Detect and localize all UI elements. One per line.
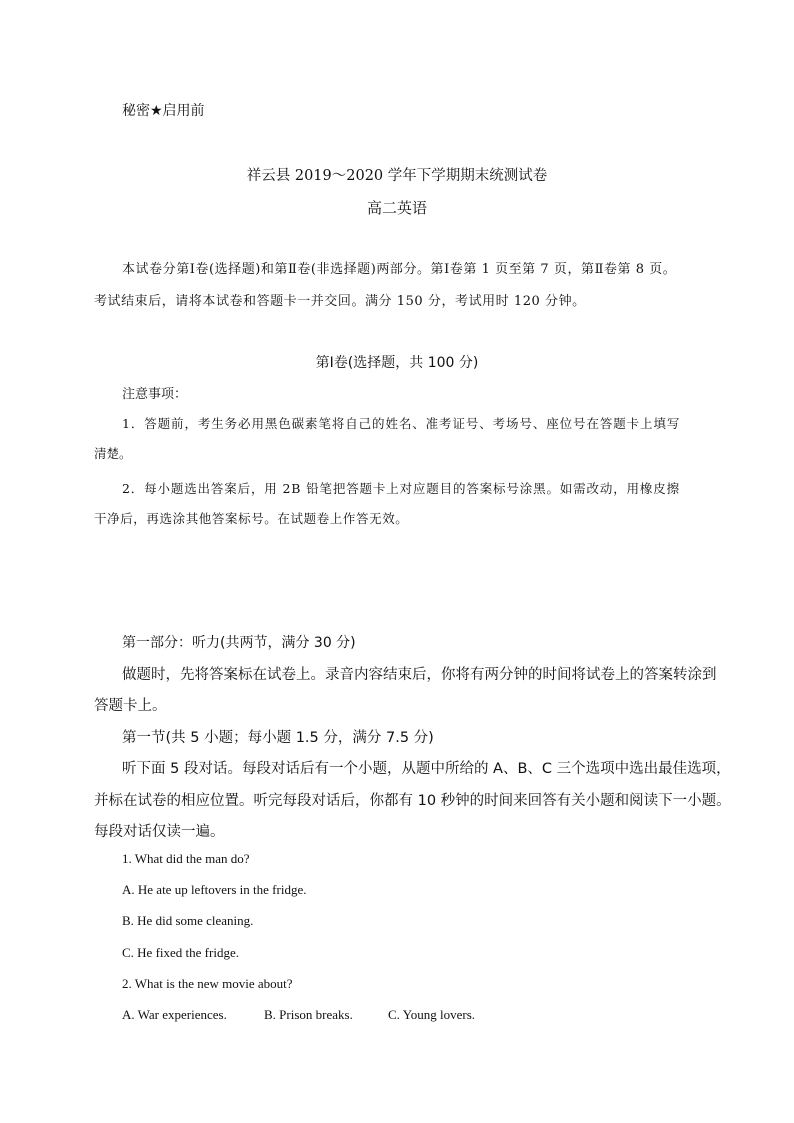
- intro-line-1: 本试卷分第Ⅰ卷(选择题)和第Ⅱ卷(非选择题)两部分。第Ⅰ卷第 1 页至第 7 页，第Ⅱ卷第 8 页。: [122, 262, 677, 277]
- notice-heading: 注意事项：: [122, 387, 188, 402]
- volume1-heading: 第Ⅰ卷(选择题，共 100 分): [315, 355, 479, 371]
- part1-heading: 第一部分：听力(共两节，满分 30 分): [122, 635, 356, 651]
- notice-1-line-1: 1．答题前，考生务必用黑色碳素笔将自己的姓名、准考证号、考场号、座位号在答题卡上填写: [122, 416, 681, 431]
- question-2-option-b: B. Prison breaks.: [264, 1007, 353, 1022]
- exam-title: 祥云县 2019～2020 学年下学期期末统测试卷: [246, 168, 548, 184]
- notice-1-line-2: 清楚。: [94, 446, 132, 461]
- part1-instruction-line-1: 做题时，先将答案标在试卷上。录音内容结束后，你将有两分钟的时间将试卷上的答案转涂到: [122, 667, 717, 683]
- question-1-option-c: C. He fixed the fridge.: [122, 945, 239, 960]
- confidential-label: 秘密★启用前: [122, 103, 205, 119]
- intro-line-2: 考试结束后，请将本试卷和答题卡一并交回。满分 150 分，考试用时 120 分钟。: [94, 294, 586, 309]
- question-1-stem: 1. What did the man do?: [122, 851, 250, 866]
- question-1-option-b: B. He did some cleaning.: [122, 913, 254, 928]
- exam-subtitle: 高二英语: [366, 199, 427, 217]
- section1-line-1: 听下面 5 段对话。每段对话后有一个小题，从题中所给的 A、B、C 三个选项中选出最佳选项，: [122, 761, 731, 777]
- section1-line-3: 每段对话仅读一遍。: [94, 824, 225, 840]
- notice-2-line-2: 干净后，再选涂其他答案标号。在试题卷上作答无效。: [94, 511, 409, 526]
- question-2-stem: 2. What is the new movie about?: [122, 976, 293, 991]
- question-1-option-a: A. He ate up leftovers in the fridge.: [122, 882, 307, 897]
- notice-2-line-1: 2．每小题选出答案后，用 2B 铅笔把答题卡上对应题目的答案标号涂黑。如需改动，用橡皮擦: [122, 481, 680, 496]
- question-2-option-c: C. Young lovers.: [388, 1007, 476, 1022]
- question-2-options: [122, 1007, 475, 1023]
- section1-heading: 第一节(共 5 小题；每小题 1.5 分，满分 7.5 分): [122, 730, 434, 746]
- part1-instruction-line-2: 答题卡上。: [94, 698, 167, 714]
- question-2-option-a: A. War experiences.: [122, 1007, 227, 1022]
- section1-line-2: 并标在试卷的相应位置。听完每段对话后，你都有 10 秒钟的时间来回答有关小题和阅读下一小题。: [94, 793, 731, 809]
